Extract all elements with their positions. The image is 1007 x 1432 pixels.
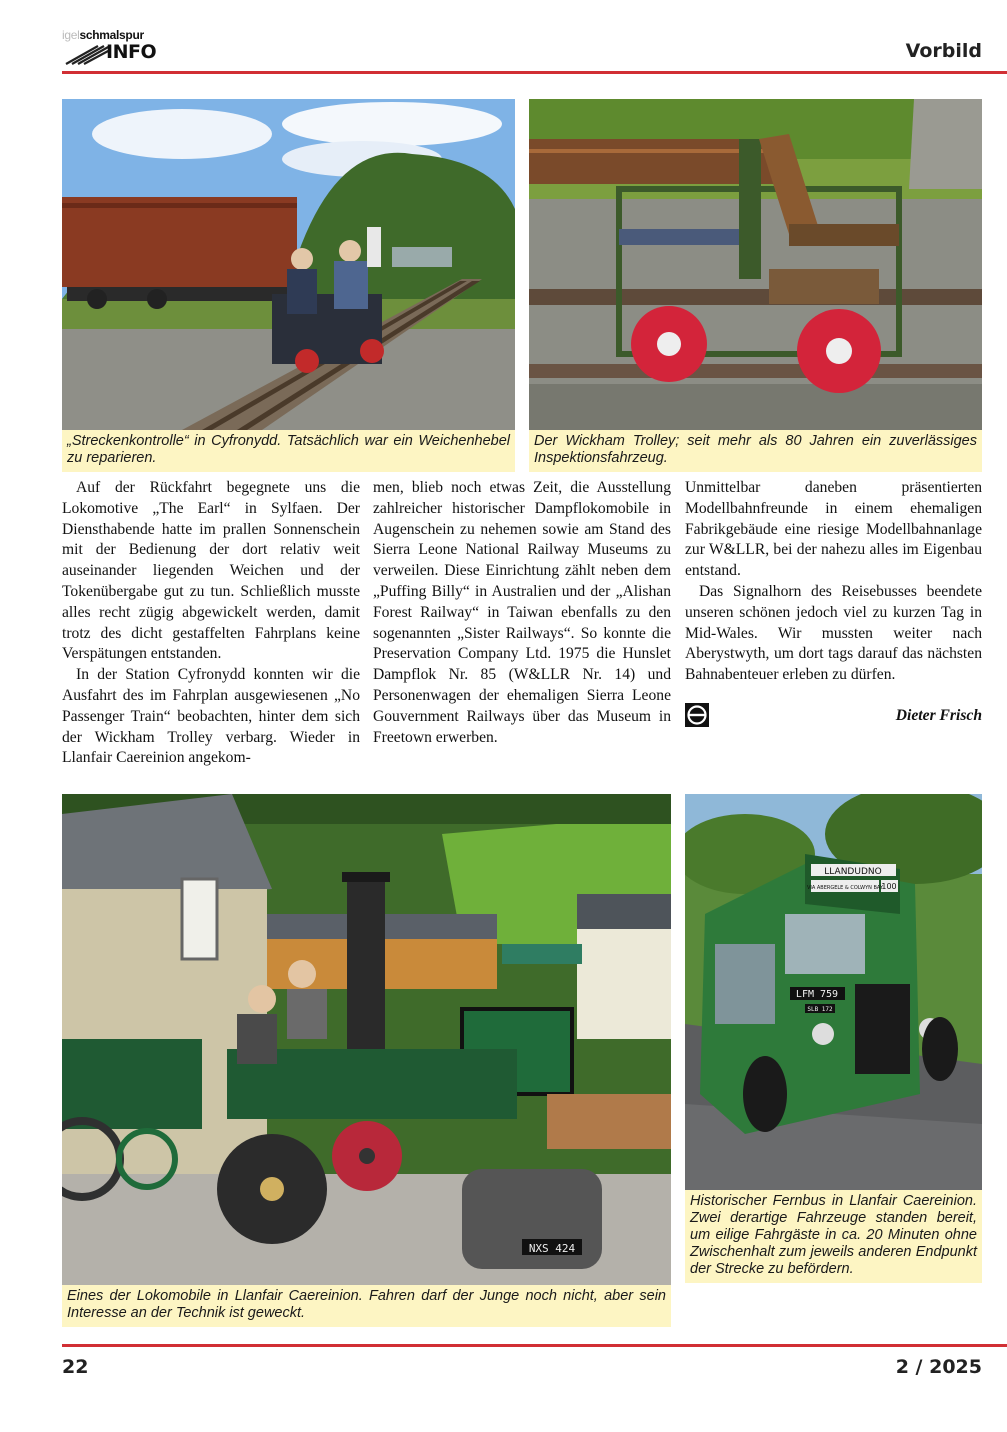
header-rule bbox=[62, 71, 1007, 74]
article-column-1 bbox=[62, 478, 360, 769]
magazine-logo bbox=[62, 28, 157, 68]
article-paragraph: Unmittelbar daneben präsentierten Modellbahnfreunde in einem ehemaligen Fabrikgebäude eine riesige Modellbahnanlage zur W&LLR, bei der nahezu alles im Eigenbau entstand. bbox=[685, 479, 982, 580]
end-mark-icon bbox=[685, 703, 709, 727]
photo-cyfronydd-trolley bbox=[62, 99, 515, 430]
logo-bottom-text: INFO bbox=[106, 41, 157, 63]
logo-stripes-icon bbox=[64, 43, 112, 65]
article-paragraph: Auf der Rückfahrt begegnete uns die Lokomotive „The Earl“ in Sylfaen. Der Diensthabende hatte im prallen Sonnenschein mit der Bedienung der dort relativ weit auseinander liegenden Weichen und der Tokenübergabe gut zu tun. Schließlich musste alles recht zügig abgewickelt werden, damit trotz des dicht gestaffelten Fahrplans keine Verspätungen entstanden. bbox=[62, 479, 360, 663]
article-paragraph: men, blieb noch etwas Zeit, die Ausstellung zahlreicher historischer Dampflokomobile in Augenschein zu nehemen sowie am Stand des Sierra Leone National Railway Museums zu verweilen. Diese Einrichtung zählt neben dem „Puffing Billy“ in Australien und der „Alishan Forest Railway“ in Taiwan ebenfalls zu den sogenannten „Sister Railways“. So konnte die Preservation Company Ltd. 1975 die Hunslet Dampflok Nr. 85 (W&LLR Nr. 14) und Personenwagen der ehemaligen Sierra Leone Gouvernment Railways über das Museum in Freetown erwerben. bbox=[373, 479, 671, 746]
article-signature bbox=[685, 703, 982, 729]
bus-number-text: 100 bbox=[881, 882, 897, 891]
issue-number: 2 / 2025 bbox=[895, 1356, 982, 1378]
bus-destination-text: LLANDUDNO bbox=[824, 867, 882, 877]
article-column-2 bbox=[373, 478, 671, 748]
bus-plate-text: LFM 759 bbox=[795, 989, 839, 1000]
logo-top-text: igelschmalspur bbox=[62, 28, 144, 42]
article-paragraph: In der Station Cyfronydd konnten wir die Ausfahrt des im Fahrplan ausgewiesenen „No Passenger Train“ beobachten, hinter dem sich der Wickham Trolley verbarg. Wieder in Llanfair Caereinion angekom- bbox=[62, 666, 360, 767]
author-name: Dieter Frisch bbox=[895, 707, 982, 724]
article-column-3 bbox=[685, 478, 982, 686]
footer-rule bbox=[62, 1344, 1007, 1347]
caption-photo4: Historischer Fernbus in Llanfair Caereinion. Zwei derartige Fahrzeuge standen bereit, um eilige Fahrgäste in ca. 20 Minuten ohne Zwischenhalt zum jeweils anderen Endpunkt der Strecke zu befördern. bbox=[685, 1190, 982, 1283]
bus-plate2-text: SLB 172 bbox=[807, 1006, 833, 1013]
engine-plate-text: NXS 424 bbox=[528, 1242, 576, 1255]
photo-lokomobile bbox=[62, 794, 671, 1285]
photo-historic-bus bbox=[685, 794, 982, 1190]
section-label: Vorbild bbox=[905, 40, 982, 62]
page-number: 22 bbox=[62, 1356, 89, 1378]
caption-photo1: „Streckenkontrolle“ in Cyfronydd. Tatsächlich war ein Weichenhebel zu reparieren. bbox=[62, 430, 515, 472]
bus-route-text: VIA ABERGELE & COLWYN BAY bbox=[806, 885, 884, 891]
article-paragraph: Das Signalhorn des Reisebusses beendete unseren schönen jedoch viel zu kurzen Tag in Mid-Wales. Wir mussten weiter nach Aberystwyth, um dort tags darauf das nächsten Bahnabenteuer erleben zu dürfen. bbox=[685, 582, 982, 684]
caption-photo2: Der Wickham Trolley; seit mehr als 80 Jahren ein zuverlässiges Inspektionsfahrzeug. bbox=[529, 430, 982, 472]
caption-photo3: Eines der Lokomobile in Llanfair Caereinion. Fahren darf der Junge noch nicht, aber sein Interesse an der Technik ist geweckt. bbox=[62, 1285, 671, 1327]
photo-wickham-trolley bbox=[529, 99, 982, 430]
